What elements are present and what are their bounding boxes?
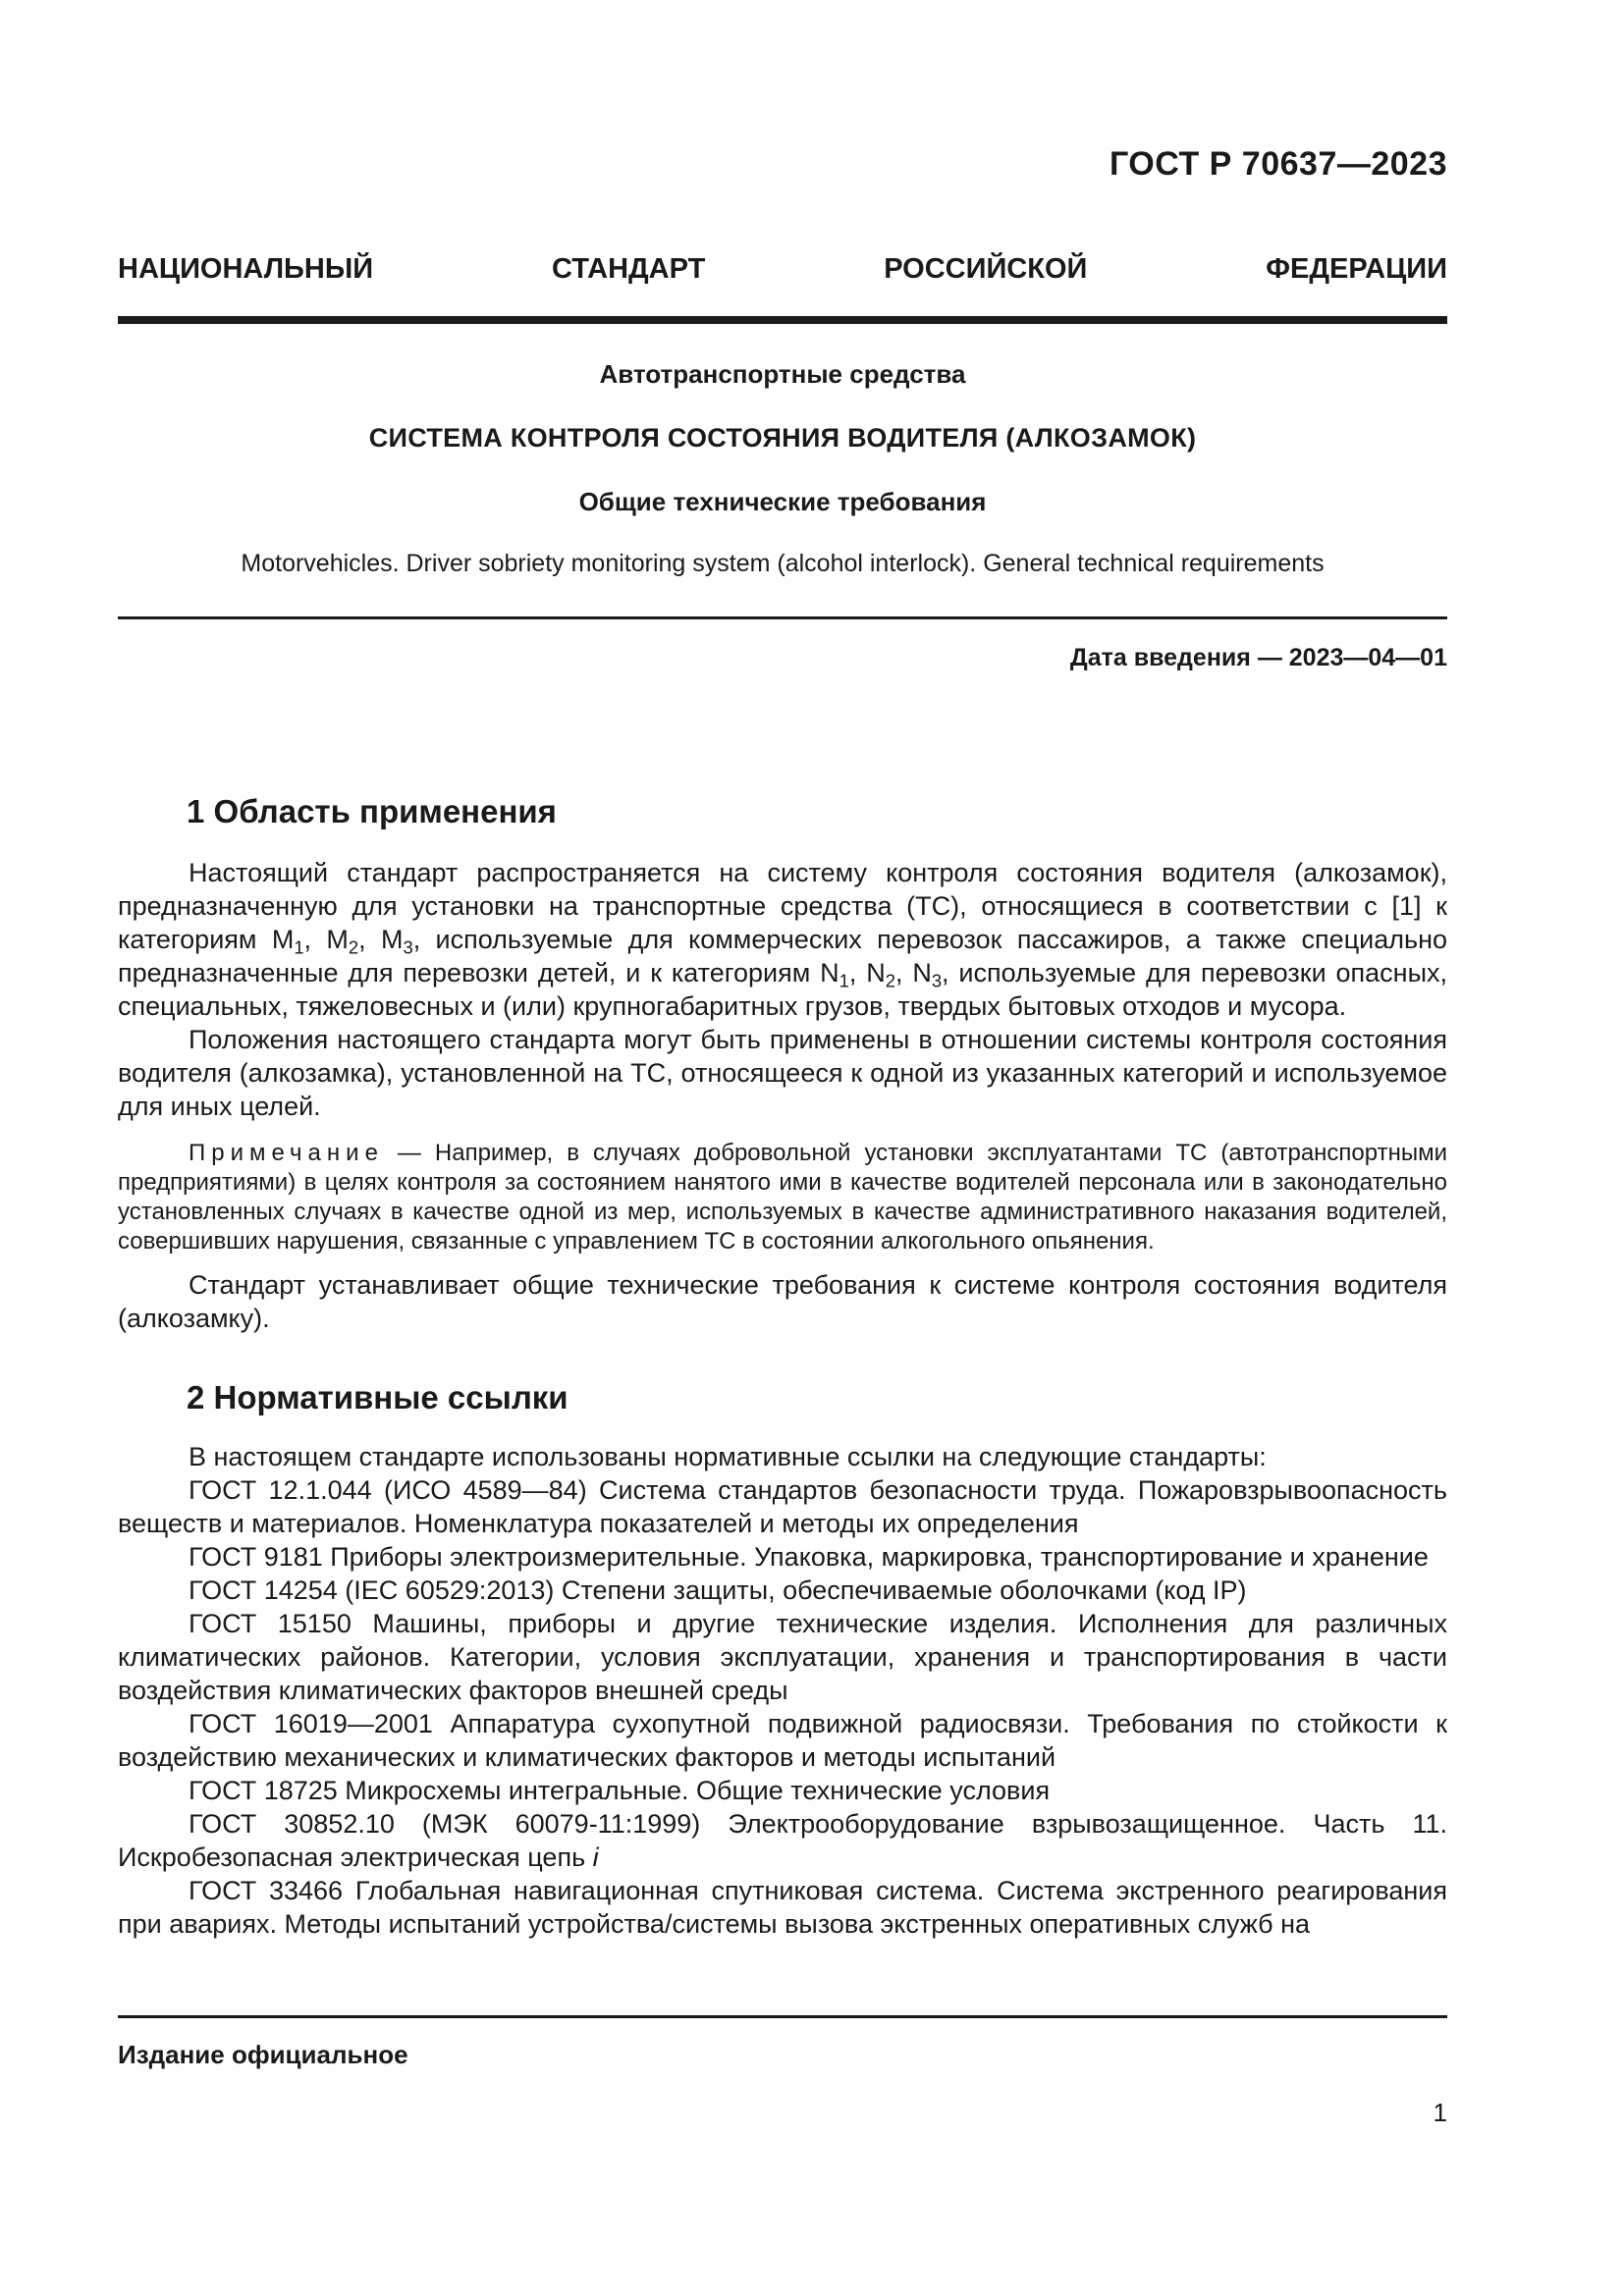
reference-item: ГОСТ 12.1.044 (ИСО 4589—84) Система стандартов безопасности труда. Пожаровзрывоопасность веществ и материалов. Номенклатура показателей и методы их определения [118, 1475, 1447, 1538]
reference-item: ГОСТ 15150 Машины, приборы и другие технические изделия. Исполнения для различных климатических районов. Категории, условия эксплуатации, хранения и транспортирования в части воздействия климатических факторов внешней среды [118, 1609, 1447, 1705]
note-label: Примечание [189, 1140, 384, 1166]
section-2-heading: 2 Нормативные ссылки [187, 1379, 568, 1415]
document-subtitle: Автотранспортные средства [599, 359, 966, 389]
normative-references-list [118, 1440, 1447, 1941]
section-1-heading: 1 Область применения [187, 793, 557, 829]
introduction-date: Дата введения — 2023—04—01 [1069, 644, 1447, 671]
applicability-paragraph: Положения настоящего стандарта могут быть применены в отношении системы контроля состояния водителя (алкозамка), установленной на ТС, относящееся к одной из указанных категорий и используемое для иных целей. [118, 1025, 1447, 1121]
official-edition-label: Издание официальное [118, 2040, 408, 2069]
reference-item: ГОСТ 14254 (IEC 60529:2013) Степени защиты, обеспечиваемые оболочками (код IP) [189, 1575, 1247, 1605]
english-title: Motorvehicles. Driver sobriety monitoring system (alcohol interlock). General technical requirements [241, 550, 1325, 577]
page-number: 1 [1433, 2098, 1447, 2127]
header-divider [118, 316, 1447, 324]
note-text: — Например, в случаях добровольной установки эксплуатантами ТС (автотранспортными предприятиями) в целях контроля за состоянием нанятого ими в качестве водителей персонала или в законодательно установленных случаях в качестве одной из мер, используемых в качестве административного наказания водителей, совершивших нарушения, связанные с управлением ТС в состоянии алкогольного опьянения. [118, 1140, 1447, 1255]
title-divider [118, 616, 1447, 619]
reference-item: ГОСТ 16019—2001 Аппаратура сухопутной подвижной радиосвязи. Требования по стойкости к воздействию механических и климатических факторов и методы испытаний [118, 1709, 1447, 1772]
references-intro: В настоящем стандарте использованы нормативные ссылки на следующие стандарты: [189, 1442, 1267, 1471]
reference-item: ГОСТ 33466 Глобальная навигационная спутниковая система. Система экстренного реагирования при авариях. Методы испытаний устройства/системы вызова экстренных оперативных служб на [118, 1876, 1447, 1939]
document-title: СИСТЕМА КОНТРОЛЯ СОСТОЯНИЯ ВОДИТЕЛЯ (АЛКОЗАМОК) [368, 423, 1197, 453]
document-subtitle-requirements: Общие технические требования [578, 487, 987, 516]
reference-item: ГОСТ 9181 Приборы электроизмерительные. Упаковка, маркировка, транспортирование и хранение [189, 1542, 1429, 1572]
reference-item: ГОСТ 30852.10 (МЭК 60079-11:1999) Электрооборудование взрывозащищенное. Часть 11. Искробезопасная электрическая цепь i [118, 1809, 1447, 1872]
footer-divider [118, 2015, 1447, 2018]
requirements-paragraph: Стандарт устанавливает общие технические требования к системе контроля состояния водителя (алкозамку). [118, 1270, 1447, 1333]
national-standard-banner: НАЦИОНАЛЬНЫЙ СТАНДАРТ РОССИЙСКОЙ ФЕДЕРАЦИИ [118, 253, 1447, 285]
scope-paragraph: Настоящий стандарт распространяется на систему контроля состояния водителя (алкозамок), предназначенную для установки на транспортные средства (ТС), относящиеся в соответствии с [1] к категориям $М_1$, $М_2$, $М_3$, используемые для коммерческих перевозок пассажиров, а также специально предназначенные для перевозки детей, и к категориям $N_1$, $N_2$, $N_3$, используемые для перевозки опасных, специальных, тяжеловесных и (или) крупногабаритных грузов, твердых бытовых отходов и мусора. [118, 858, 1447, 1021]
note [118, 1139, 1447, 1256]
section-1-closing [118, 1268, 1447, 1335]
section-1-body [118, 856, 1447, 1123]
reference-item: ГОСТ 18725 Микросхемы интегральные. Общие технические условия [189, 1776, 1051, 1805]
document-code: ГОСТ Р 70637—2023 [1109, 145, 1447, 183]
